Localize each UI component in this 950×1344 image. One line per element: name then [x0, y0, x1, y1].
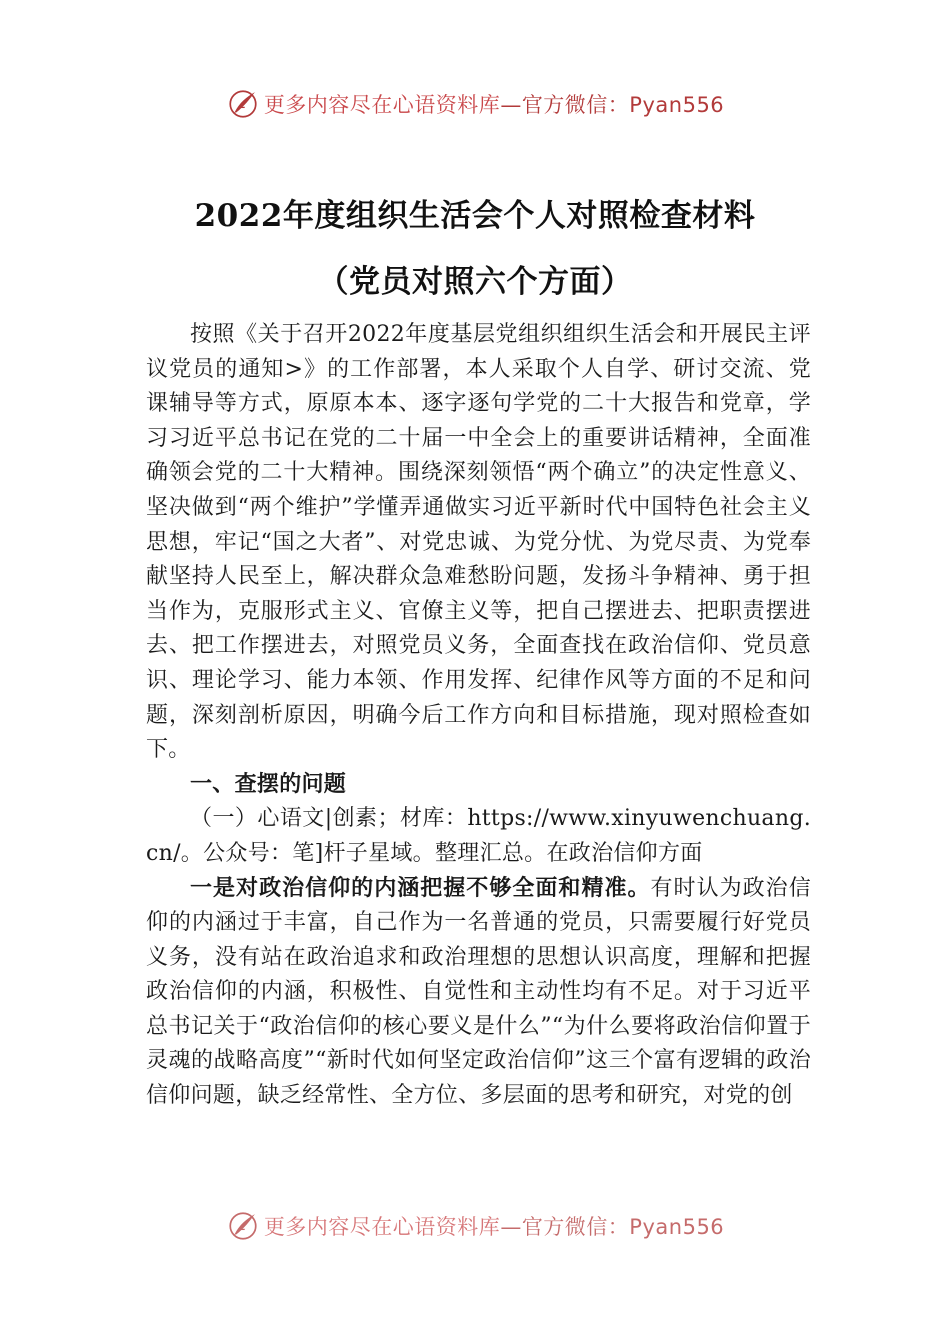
document-body — [146, 318, 811, 1114]
subsection-heading: （一）心语文|创素；材库：https://www.xinyuwenchuang.cn/。公众号：笔]杆子星域。整理汇总。在政治信仰方面 — [146, 806, 811, 866]
point-paragraph — [146, 872, 811, 1114]
watermark-text: 更多内容尽在心语资料库—官方微信：Pyan556 — [263, 93, 725, 117]
document-title: 2022年度组织生活会个人对照检查材料 — [194, 198, 756, 234]
quill-logo-icon — [226, 1209, 260, 1243]
section-heading: 一、查摆的问题 — [190, 771, 347, 797]
document-subtitle: （党员对照六个方面） — [317, 264, 633, 300]
point-body: 有时认为政治信仰的内涵过于丰富，自己作为一名普通的党员，只需要履行好党员义务，没有站在政治追求和政治理想的思想认识高度，理解和把握政治信仰的内涵，积极性、自觉性和主动性均有不足。对于习近平总书记关于“政治信仰的核心要义是什么”“为什么要将政治信仰置于灵魂的战略高度”“新时代如何坚定政治信仰”这三个富有逻辑的政治信仰问题，缺乏经常性、全方位、多层面的思考和研究，对党的创 — [146, 875, 811, 1109]
point-lead: 一是对政治信仰的内涵把握不够全面和精准。 — [190, 875, 651, 901]
intro-paragraph: 按照《关于召开2022年度基层党组织组织生活会和开展民主评议党员的通知>》的工作部署，本人采取个人自学、研讨交流、党课辅导等方式，原原本本、逐字逐句学党的二十大报告和党章，学习习近平总书记在党的二十届一中全会上的重要讲话精神，全面准确领会党的二十大精神。围绕深刻领悟“两个确立”的决定性意义、坚决做到“两个维护”学懂弄通做实习近平新时代中国特色社会主义思想，牢记“国之大者”、对党忠诚、为党分忧、为党尽责、为党奉献坚持人民至上，解决群众急难愁盼问题，发扬斗争精神、勇于担当作为，克服形式主义、官僚主义等，把自己摆进去、把职责摆进去、把工作摆进去，对照党员义务，全面查找在政治信仰、党员意识、理论学习、能力本领、作用发挥、纪律作风等方面的不足和问题，深刻剖析原因，明确今后工作方向和目标措施，现对照检查如下。 — [146, 322, 811, 763]
watermark-text: 更多内容尽在心语资料库—官方微信：Pyan556 — [263, 1215, 725, 1239]
watermark-banner-bottom — [0, 1206, 950, 1246]
